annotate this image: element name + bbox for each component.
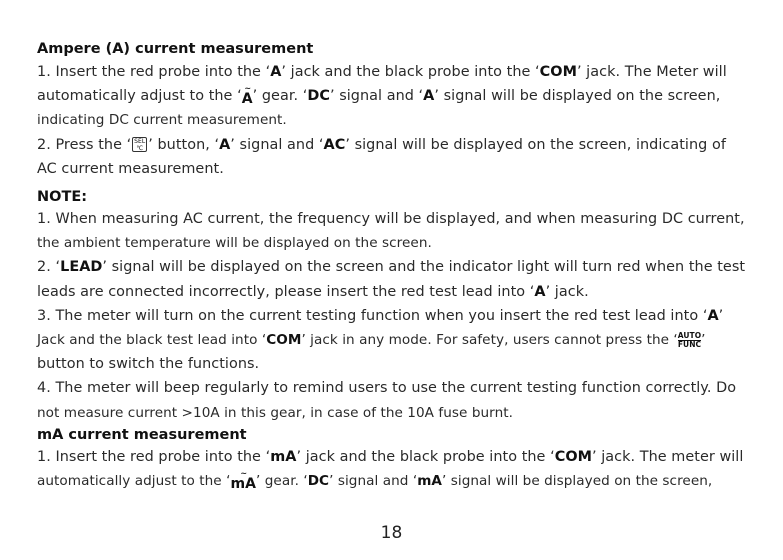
ampere-step-1-line-1: 1. Insert the red probe into the ‘A’ jack and the black probe into the ‘COM’ jack. The Meter will (37, 64, 727, 80)
heading-note: NOTE: (37, 189, 88, 206)
note-2-line-1: 2. ‘LEAD’ signal will be displayed on the screen and the indicator light will turn red when the test (37, 259, 746, 276)
note-3-line-1: 3. The meter will turn on the current testing function when you insert the red test lead into ‘A’ (37, 307, 724, 324)
ma-step-1-line-1: 1. Insert the red probe into the ‘mA’ jack and the black probe into the ‘COM’ jack. The meter will (37, 448, 744, 465)
note-4-line-2: not measure current >10A in this gear, in case of the 10A fuse burnt. (37, 404, 513, 421)
note-2-line-2: leads are connected incorrectly, please insert the red test lead into ‘A’ jack. (37, 283, 589, 300)
heading-ampere: Ampere (A) current measurement (37, 41, 314, 57)
note-3-line-2: Jack and the black test lead into ‘COM’ jack in any mode. For safety, users cannot press the ‘ AUTO FUNC’ (37, 330, 706, 349)
ampere-step-1-line-3: indicating DC current measurement. (37, 112, 287, 129)
note-1-line-1: 1. When measuring AC current, the frequency will be displayed, and when measuring DC current, (37, 211, 745, 228)
heading-ma: mA current measurement (37, 426, 247, 443)
ma-step-1-line-2: automatically adjust to the ‘ ~ mA ’ gear. ‘DC’ signal and ‘mA’ signal will be displayed on the screen, (37, 469, 713, 493)
ampere-gear-icon: ~ A (241, 84, 253, 108)
ampere-step-2-line-2: AC current measurement. (37, 160, 224, 177)
sel-button-icon: SEL ℃ (134, 138, 146, 153)
auto-func-button-icon: AUTO FUNC (677, 330, 702, 349)
ampere-step-1-line-2: automatically adjust to the ‘ ~ A ’ gear. ‘DC’ signal and ‘A’ signal will be displayed on the screen, (37, 84, 721, 108)
ampere-step-2-line-1: 2. Press the ‘ SEL ℃ ’ button, ‘A’ signal and ‘AC’ signal will be displayed on the screen, indicating of (37, 136, 726, 153)
note-4-line-1: 4. The meter will beep regularly to remind users to use the current testing function correctly. Do (37, 380, 737, 397)
note-3-line-3: button to switch the functions. (37, 356, 260, 373)
manual-page (37, 38, 752, 493)
note-1-line-2: the ambient temperature will be displayed on the screen. (37, 235, 432, 252)
milliampere-gear-icon: ~ mA (230, 469, 256, 493)
page-number: 18 (380, 523, 403, 543)
